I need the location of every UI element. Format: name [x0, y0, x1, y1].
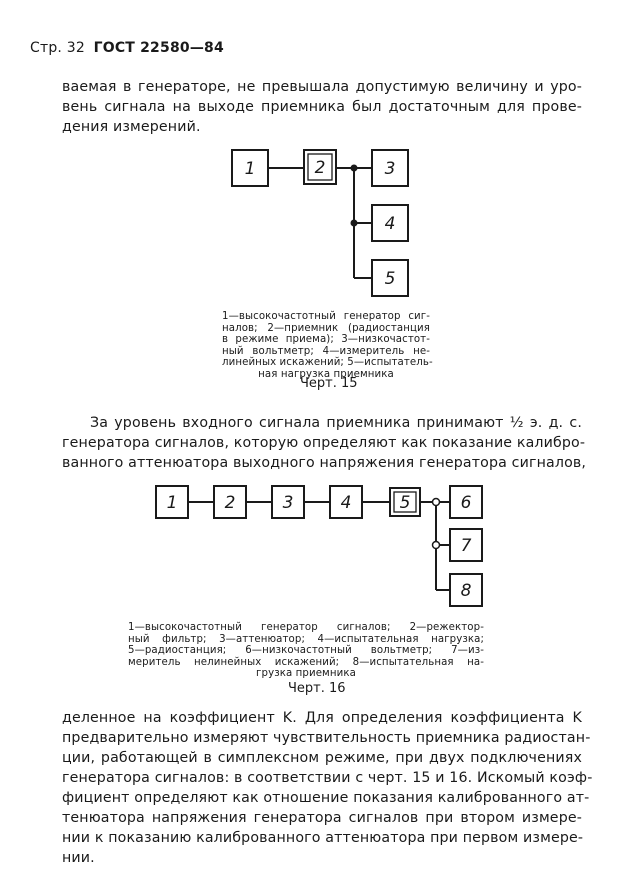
- text-line: нии.: [62, 850, 95, 866]
- text-line: ции, работающей в симплексном режиме, при двух подключениях: [62, 750, 582, 766]
- text-line: фициент определяют как отношение показания калиброванного ат-: [62, 790, 590, 806]
- junction-dot: [351, 220, 358, 227]
- figure-15-label: Черт. 15: [300, 376, 358, 391]
- caption-line: линейных искажений; 5—испытатель-: [222, 357, 433, 369]
- caption-line: налов; 2—приемник (радиостанция: [222, 322, 430, 334]
- block-label: 1: [244, 159, 256, 179]
- caption-line: ный фильтр; 3—аттенюатор; 4—испытательная нагрузка;: [128, 633, 484, 645]
- block-label: 2: [314, 158, 326, 178]
- caption-line: ная нагрузка приемника: [258, 368, 394, 380]
- junction-dot: [433, 542, 440, 549]
- caption-line: 1—высокочастотный генератор сиг-: [222, 311, 430, 322]
- caption-line: ный вольтметр; 4—измеритель не-: [222, 345, 430, 357]
- block-label: 1: [166, 493, 178, 513]
- block-label: 2: [224, 493, 236, 513]
- junction-dot: [433, 499, 440, 506]
- block-label: 4: [340, 493, 352, 513]
- block-label: 7: [460, 536, 472, 556]
- text-line: дения измерений.: [62, 119, 201, 135]
- standard-number: ГОСТ 22580—84: [93, 40, 224, 56]
- junction-dot: [351, 165, 358, 172]
- text-line: генератора сигналов: в соответствии с черт. 15 и 16. Искомый коэф-: [62, 770, 593, 786]
- block-label: 8: [460, 581, 472, 601]
- caption-line: меритель нелинейных искажений; 8—испытательная на-: [128, 656, 484, 668]
- text-line: тенюатора напряжения генератора сигналов при втором измере-: [62, 810, 582, 826]
- figure-15-diagram: [232, 150, 408, 296]
- text-line: предварительно измеряют чувствительность приемника радиостан-: [62, 730, 591, 746]
- paragraph-2: [62, 413, 587, 473]
- block-label: 6: [460, 493, 472, 513]
- text-line: нии к показанию калиброванного аттенюатора при первом измере-: [62, 830, 584, 846]
- block-label: 4: [384, 214, 396, 234]
- text-line: ваемая в генераторе, не превышала допустимую величину и уро-: [62, 79, 582, 95]
- figure-16-caption: [128, 622, 484, 680]
- text-line: деленное на коэффициент K. Для определения коэффициента K: [62, 710, 582, 726]
- block-label: 5: [384, 269, 396, 289]
- text-line: За уровень входного сигнала приемника принимают ½ э. д. с.: [90, 415, 582, 431]
- text-line: генератора сигналов, которую определяют как показание калибро-: [62, 435, 586, 451]
- caption-line: в режиме приема); 3—низкочастот-: [222, 334, 430, 346]
- caption-line: 5—радиостанция; 6—низкочастотный вольтметр; 7—из-: [128, 645, 484, 657]
- block-label: 3: [282, 493, 294, 513]
- text-line: вень сигнала на выходе приемника был достаточным для прове-: [62, 99, 582, 115]
- caption-line: 1—высокочастотный генератор сигналов; 2—режектор-: [128, 622, 484, 633]
- caption-line: грузка приемника: [256, 668, 356, 680]
- block-label: 3: [384, 159, 396, 179]
- figure-16-label: Черт. 16: [288, 681, 346, 696]
- figure-15-caption: [222, 311, 433, 381]
- block-label: 5: [399, 493, 411, 513]
- page-number: Стр. 32: [30, 40, 85, 56]
- text-line: ванного аттенюатора выходного напряжения генератора сигналов,: [62, 455, 587, 471]
- figure-16-diagram: [156, 486, 482, 606]
- paragraph-3: [62, 708, 593, 868]
